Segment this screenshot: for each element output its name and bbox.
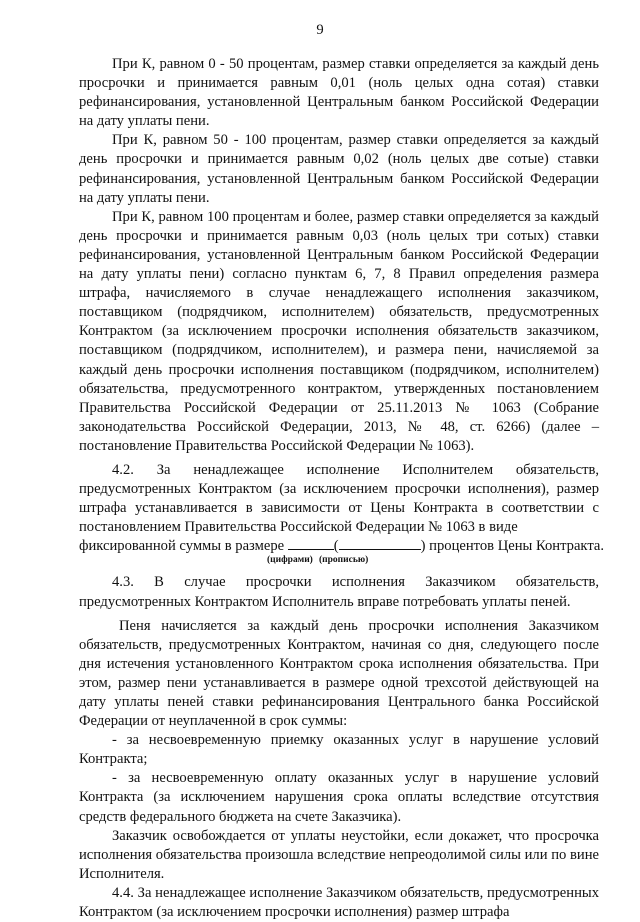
document-body bbox=[79, 55, 604, 922]
paragraph-rate-50-100: При К, равном 50 - 100 процентам, размер ставки определяется за каждый день просрочки и принимается равным 0,02 (ноль целых две сотые) ставки рефинансирования, установленной Центральным банком Российской Федерации на дату уплаты пени. bbox=[79, 132, 599, 206]
fixed-sum-prefix: фиксированной суммы в размере bbox=[79, 538, 285, 555]
paragraph-exemption: Заказчик освобождается от уплаты неустойки, если докажет, что просрочка исполнения обязательства произошла вследствие непреодолимой силы или по вине Исполнителя. bbox=[79, 827, 599, 882]
list-item-late-acceptance: - за несвоевременную приемку оказанных услуг в нарушение условий Контракта; bbox=[79, 732, 599, 768]
fixed-sum-suffix: процентов Цены Контракта. bbox=[429, 538, 604, 555]
paragraph-clause-4-2: 4.2. За ненадлежащее исполнение Исполнителем обязательств, предусмотренных Контрактом (за исключением просрочки исполнения), размер штрафа устанавливается в зависимости от Цены Контракта в соответствии с постановлением Правительства Российской Федерации № 1063 в виде bbox=[79, 461, 599, 536]
blank-captions bbox=[79, 556, 599, 568]
paragraph-clause-4-3: 4.3. В случае просрочки исполнения Заказчиком обязательств, предусмотренных Контрактом Исполнитель вправе потребовать уплаты пеней. bbox=[79, 574, 599, 610]
fixed-sum-words-blank bbox=[339, 537, 421, 550]
paragraph-clause-4-4: 4.4. За ненадлежащее исполнение Заказчиком обязательств, предусмотренных Контрактом (за исключением просрочки исполнения) размер штрафа bbox=[79, 884, 599, 921]
open-paren: ( bbox=[333, 538, 339, 555]
fixed-sum-digits-blank bbox=[288, 537, 334, 550]
paragraph-rate-100: При К, равном 100 процентам и более, размер ставки определяется за каждый день просрочки и принимается равным 0,03 (ноль целых три сотых) ставки рефинансирования, установленной Центральным банком Российской Федерации на дату уплаты пени) согласно пунктам 6, 7, 8 Правил определения размера штрафа, начисляемого в случае ненадлежащего исполнения заказчиком, поставщиком (подрядчиком, исполнителем) обязательств, предусмотренных Контрактом (за исключением просрочки исполнения обязательств заказчиком, поставщиком (подрядчиком, исполнителем), и размера пени, начисляемой за каждый день просрочки исполнения поставщиком (подрядчиком, исполнителем) обязательства, предусмотренного контрактом, утвержденных постановлением Правительства Российской Федерации от 25.11.2013 № 1063 (Собрание законодательства Российской Федерации, 2013, № 48, ст. 6266) (далее – постановление Правительства Российской Федерации № 1063). bbox=[79, 208, 599, 454]
page-number: 9 bbox=[316, 22, 324, 38]
list-item-late-payment: - за несвоевременную оплату оказанных услуг в нарушение условий Контракта (за исключением нарушения срока оплаты вследствие отсутствия средств федерального бюджета на счете Заказчика). bbox=[79, 770, 599, 825]
close-paren: ) bbox=[420, 538, 426, 555]
paragraph-penalty-accrual: Пеня начисляется за каждый день просрочки исполнения Заказчиком обязательств, предусмотренных Контрактом, начиная со дня, следующего после дня истечения установленного Контрактом срока исполнения обязательства. При этом, размер пени устанавливается в размере одной трехсотой действующей на дату уплаты пеней ставки рефинансирования Центрального банка Российской Федерации от неуплаченной в срок суммы: bbox=[79, 617, 599, 730]
caption-digits: (цифрами) bbox=[267, 555, 313, 566]
caption-words: (прописью) bbox=[319, 555, 369, 566]
paragraph-rate-0-50: При К, равном 0 - 50 процентам, размер ставки определяется за каждый день просрочки и принимается равным 0,01 (ноль целых одна сотая) ставки рефинансирования, установленной Центральным банком Российской Федерации на дату уплаты пени. bbox=[79, 56, 599, 130]
